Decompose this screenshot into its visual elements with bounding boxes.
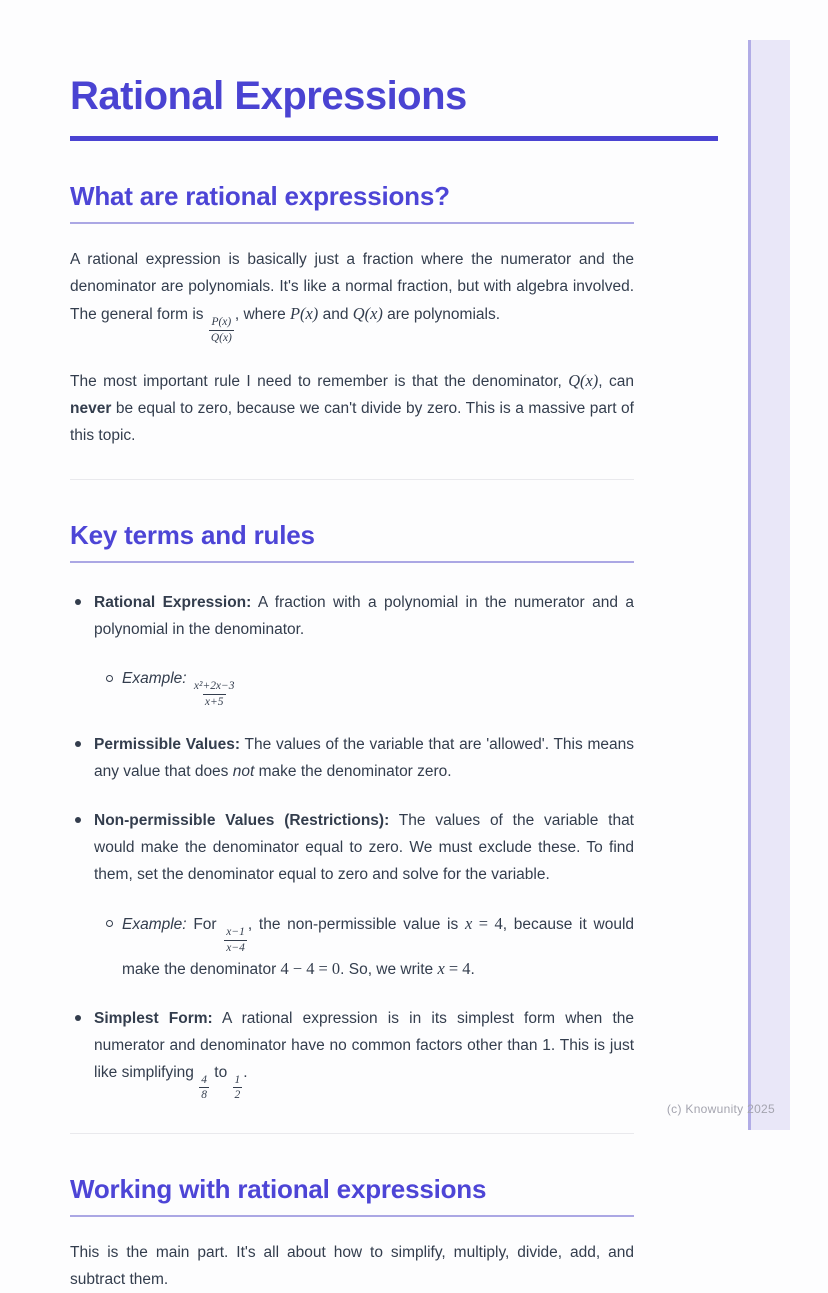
- text-segment-text: be equal to zero, because we can't divide by zero. This is a massive part of this topic.: [70, 399, 634, 444]
- document-sections: [70, 179, 634, 1293]
- math-fraction: [199, 1073, 209, 1103]
- section-heading: Working with rational expressions: [70, 1173, 487, 1204]
- text-segment-text: The values of the variable that are 'allowed'. This means any value that does: [94, 735, 634, 780]
- section-heading-underline: [70, 1215, 634, 1217]
- document-content: [70, 0, 634, 1293]
- text-segment-text: .: [243, 1063, 248, 1081]
- text-segment-text: , because it would make the denominator: [122, 915, 635, 978]
- bullet-circle-icon: [106, 920, 113, 927]
- fraction-denominator: Q(x): [210, 331, 232, 344]
- list-item: [70, 1005, 634, 1103]
- text-segment-bold: Simplest Form:: [94, 1009, 213, 1027]
- fraction-denominator: 8: [201, 1089, 207, 1102]
- text-segment-text: are polynomials.: [382, 306, 501, 323]
- text-segment-text: , can: [598, 372, 634, 390]
- text-segment-text: , where: [234, 306, 290, 323]
- bullet-list: [70, 589, 634, 1103]
- math-fraction: [233, 1073, 243, 1103]
- text-segment-text: The most important rule I need to remember is that the denominator,: [70, 372, 569, 390]
- list-item: [70, 731, 634, 785]
- bullet-circle-icon: [106, 675, 113, 682]
- section-heading-underline: [70, 561, 634, 563]
- math-fraction: [224, 925, 247, 955]
- text-segment-math: Q(x): [568, 370, 599, 390]
- section: [70, 1172, 634, 1293]
- text-segment-text: to: [209, 1063, 232, 1081]
- text-segment-math: x: [437, 958, 445, 978]
- text-segment-bold: Rational Expression:: [94, 593, 252, 611]
- text-segment-text: This is the main part. It's all about how to simplify, multiply, divide, add, and subtract them.: [70, 1243, 634, 1288]
- text-segment-text: A fraction with a polynomial in the numerator and a polynomial in the denominator.: [94, 593, 634, 638]
- section-divider: [70, 1133, 634, 1134]
- fraction-numerator: P(x): [211, 316, 232, 329]
- fraction-numerator: 1: [234, 1074, 241, 1087]
- fraction-numerator: 4: [201, 1074, 207, 1087]
- text-segment-math: P(x): [290, 304, 319, 323]
- fraction-numerator: x²+2x−3: [193, 680, 235, 693]
- title-rule: [70, 136, 718, 141]
- fraction-denominator: x−4: [226, 941, 245, 954]
- list-item: [70, 910, 634, 983]
- bullet-dot-icon: [75, 599, 81, 605]
- watermark: (c) Knowunity 2025: [666, 1102, 775, 1116]
- text-segment-text: and: [318, 306, 353, 323]
- section-divider: [70, 479, 634, 480]
- math-fraction: [209, 315, 234, 345]
- section-heading: Key terms and rules: [70, 519, 315, 550]
- text-segment-italic: not: [232, 762, 255, 780]
- page-edge-strip: [748, 40, 790, 1130]
- text-segment-bold: Non-permissible Values (Restrictions):: [94, 811, 390, 829]
- text-segment-italic: Example:: [122, 915, 194, 933]
- text-segment-text: , the non-permissible value is: [247, 915, 465, 933]
- paragraph: [70, 246, 634, 345]
- section: [70, 518, 634, 1134]
- section: [70, 179, 634, 480]
- text-segment-mathup: = 4: [472, 913, 503, 933]
- page-title: Rational Expressions: [70, 74, 467, 118]
- paragraph: [70, 1239, 634, 1293]
- list-item: [70, 807, 634, 888]
- text-segment-math: Q(x): [352, 304, 383, 323]
- math-fraction: [192, 679, 237, 709]
- list-item: [70, 589, 634, 643]
- text-segment-bold: Permissible Values:: [94, 735, 241, 753]
- bullet-dot-icon: [75, 741, 81, 747]
- text-segment-text: The values of the variable that would make the denominator equal to zero. We must exclude these. To find them, set the denominator equal to zero and solve for the variable.: [94, 811, 634, 883]
- text-segment-text: make the denominator zero.: [254, 762, 452, 780]
- section-heading: What are rational expressions?: [70, 181, 450, 211]
- text-segment-text: . So, we write: [340, 960, 438, 978]
- text-segment-italic: Example:: [122, 669, 191, 687]
- bullet-dot-icon: [75, 1015, 81, 1021]
- paragraph: [70, 367, 634, 449]
- text-segment-text: A rational expression is basically just a fraction where the numerator and the denominator are polynomials. It's like a normal fraction, but with algebra involved. The general form is: [70, 251, 634, 323]
- text-segment-text: For: [193, 915, 224, 933]
- text-segment-mathup: 4 − 4 = 0: [280, 958, 341, 978]
- fraction-denominator: 2: [234, 1089, 241, 1102]
- text-segment-bold: never: [70, 399, 112, 417]
- bullet-dot-icon: [75, 817, 81, 823]
- section-heading-underline: [70, 222, 634, 224]
- list-item: [70, 665, 634, 709]
- fraction-numerator: x−1: [226, 926, 245, 939]
- fraction-denominator: x+5: [204, 695, 224, 708]
- text-segment-mathup: = 4: [444, 958, 471, 978]
- text-segment-text: .: [470, 960, 475, 978]
- text-segment-text: A rational expression is in its simplest form when the numerator and denominator have no common factors other than 1. This is just like simplifying: [94, 1009, 634, 1081]
- text-segment-math: x: [464, 913, 473, 933]
